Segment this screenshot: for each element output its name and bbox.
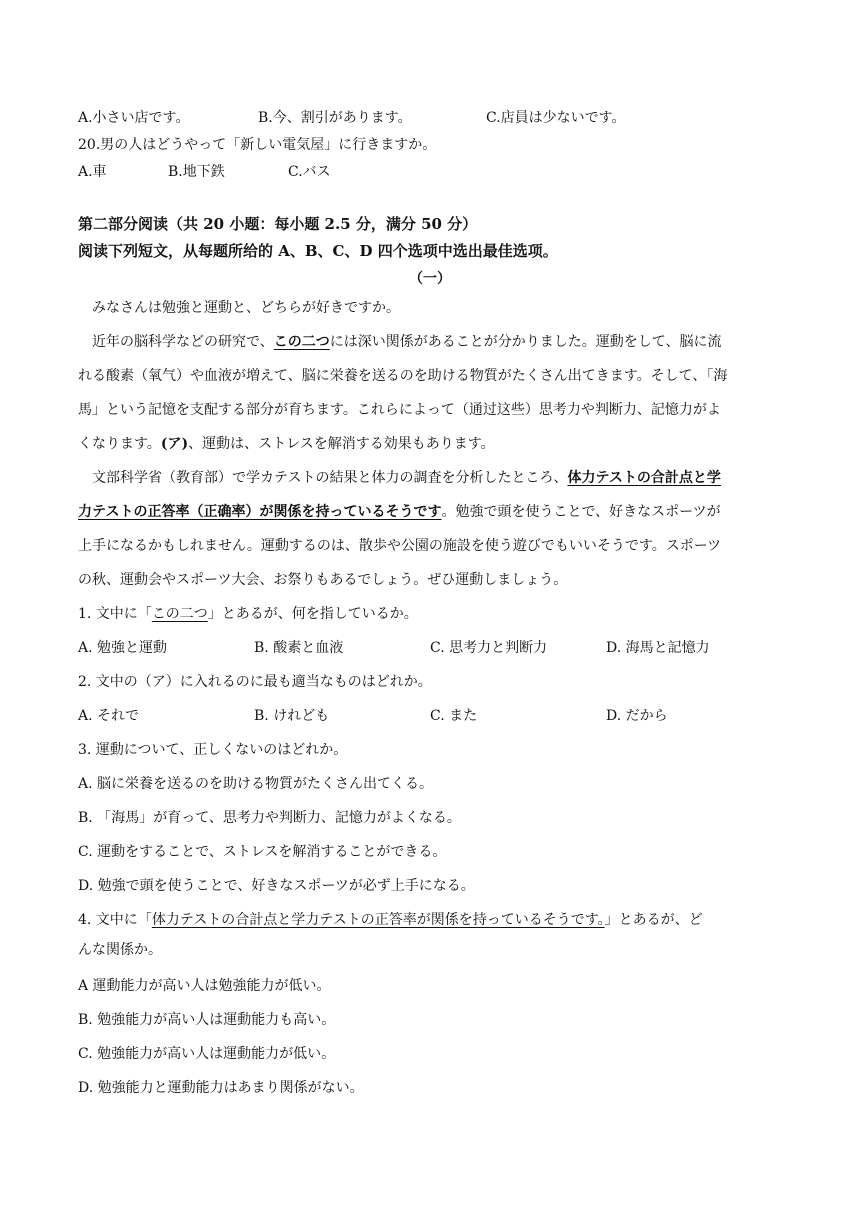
q3-option-b: B. 「海馬」が育って、思考力や判断力、記憶力がよくなる。 bbox=[78, 810, 461, 826]
passage-paragraph-3-line-2 bbox=[78, 503, 721, 521]
text-segment: 近年の脳科学などの研究で、 bbox=[92, 334, 274, 350]
blank-marker-a: (ア) bbox=[160, 436, 189, 452]
passage-number-text: （一） bbox=[409, 271, 451, 287]
question-4 bbox=[78, 911, 703, 929]
question-4-line-2: んな関係か。 bbox=[78, 942, 162, 958]
q1-option-c: C. 思考力と判断力 bbox=[430, 640, 548, 656]
section-title: 第二部分阅读（共 20 小题：每小题 2.5 分，满分 50 分） bbox=[78, 215, 478, 233]
section-instruction: 阅读下列短文，从每题所给的 A、B、C、D 四个选项中选出最佳选项。 bbox=[78, 242, 558, 260]
q3-option-d: D. 勉強で頭を使うことで、好きなスポーツが必ず上手になる。 bbox=[78, 878, 475, 894]
q20-option-a: A.車 bbox=[78, 164, 107, 180]
q4-option-b: B. 勉強能力が高い人は運動能力も高い。 bbox=[78, 1012, 336, 1028]
question-3: 3. 運動について、正しくないのはどれか。 bbox=[78, 742, 348, 758]
q4-option-d: D. 勉強能力と運動能力はあまり関係がない。 bbox=[78, 1080, 364, 1096]
text-segment: 1. 文中に「 bbox=[78, 606, 152, 622]
q2-option-b: B. けれども bbox=[254, 708, 330, 724]
q4-option-c: C. 勉強能力が高い人は運動能力が低い。 bbox=[78, 1046, 336, 1062]
passage-paragraph-3-line-1 bbox=[92, 469, 721, 487]
passage-paragraph-2-line-4 bbox=[78, 435, 495, 453]
q19-option-c: C.店員は少ないです。 bbox=[486, 110, 626, 126]
q3-option-c: C. 運動をすることで、ストレスを解消することができる。 bbox=[78, 844, 447, 860]
text-segment: くなります。 bbox=[78, 436, 161, 452]
underlined-phrase-kono-futatsu: この二つ bbox=[273, 334, 330, 350]
question-2: 2. 文中の（ア）に入れるのに最も適当なものはどれか。 bbox=[78, 674, 432, 690]
q2-option-d: D. だから bbox=[606, 708, 668, 724]
q1-option-a: A. 勉強と運動 bbox=[78, 640, 168, 656]
q4-option-a: A 運動能力が高い人は勉強能力が低い。 bbox=[78, 978, 331, 994]
passage-number bbox=[0, 268, 860, 288]
q2-option-c: C. また bbox=[430, 708, 478, 724]
text-segment: 。勉強で頭を使うことで、好きなスポーツが bbox=[441, 504, 721, 520]
passage-paragraph-3-line-3: 上手になるかもしれません。運動するのは、散歩や公園の施設を使う遊びでもいいそうです。スポーツ bbox=[78, 538, 722, 554]
underlined-phrase: 力テストの正答率（正确率）が関係を持っているそうです bbox=[78, 504, 442, 520]
text-segment: 」とあるが、ど bbox=[604, 912, 703, 928]
underlined-phrase: この二つ bbox=[151, 606, 208, 622]
passage-paragraph-2-line-3: 馬」という記憶を支配する部分が育ちます。これらによって（通过这些）思考力や判断力、記憶力がよ bbox=[78, 402, 721, 418]
passage-paragraph-2-line-2: れる酸素（氧气）や血液が増えて、脳に栄養を送るのを助ける物質がたくさん出てきます。そして、「海 bbox=[78, 368, 728, 384]
question-1 bbox=[78, 605, 418, 623]
passage-paragraph-3-line-4: の秋、運動会やスポーツ大会、お祭りもあるでしょう。ぜひ運動しましょう。 bbox=[78, 572, 568, 588]
underlined-phrase: 体力テストの合計点と学 bbox=[567, 470, 721, 486]
text-segment: 文部科学省（教育部）で学カテストの結果と体力の調査を分析したところ、 bbox=[92, 470, 568, 486]
q1-option-d: D. 海馬と記憶力 bbox=[606, 640, 710, 656]
passage-paragraph-2-line-1 bbox=[92, 333, 721, 351]
text-segment: には深い関係があることが分かりました。運動をして、脳に流 bbox=[329, 334, 722, 350]
q19-option-b: B.今、割引があります。 bbox=[258, 110, 412, 126]
underlined-phrase: 体力テストの合計点と学力テストの正答率が関係を持っているそうです。 bbox=[151, 912, 605, 928]
q20-question: 20.男の人はどうやって「新しい電気屋」に行きますか。 bbox=[78, 137, 437, 153]
q20-option-c: C.バス bbox=[288, 164, 331, 180]
text-segment: 4. 文中に「 bbox=[78, 912, 152, 928]
q3-option-a: A. 脳に栄養を送るのを助ける物質がたくさん出てくる。 bbox=[78, 776, 434, 792]
q1-option-b: B. 酸素と血液 bbox=[254, 640, 344, 656]
text-segment: 」とあるが、何を指しているか。 bbox=[207, 606, 418, 622]
q2-option-a: A. それで bbox=[78, 708, 140, 724]
passage-paragraph-1: みなさんは勉強と運動と、どちらが好きですか。 bbox=[92, 300, 400, 316]
q19-option-a: A.小さい店です。 bbox=[78, 110, 190, 126]
q20-option-b: B.地下鉄 bbox=[168, 164, 225, 180]
text-segment: 、運動は、ストレスを解消する効果もあります。 bbox=[188, 436, 495, 452]
